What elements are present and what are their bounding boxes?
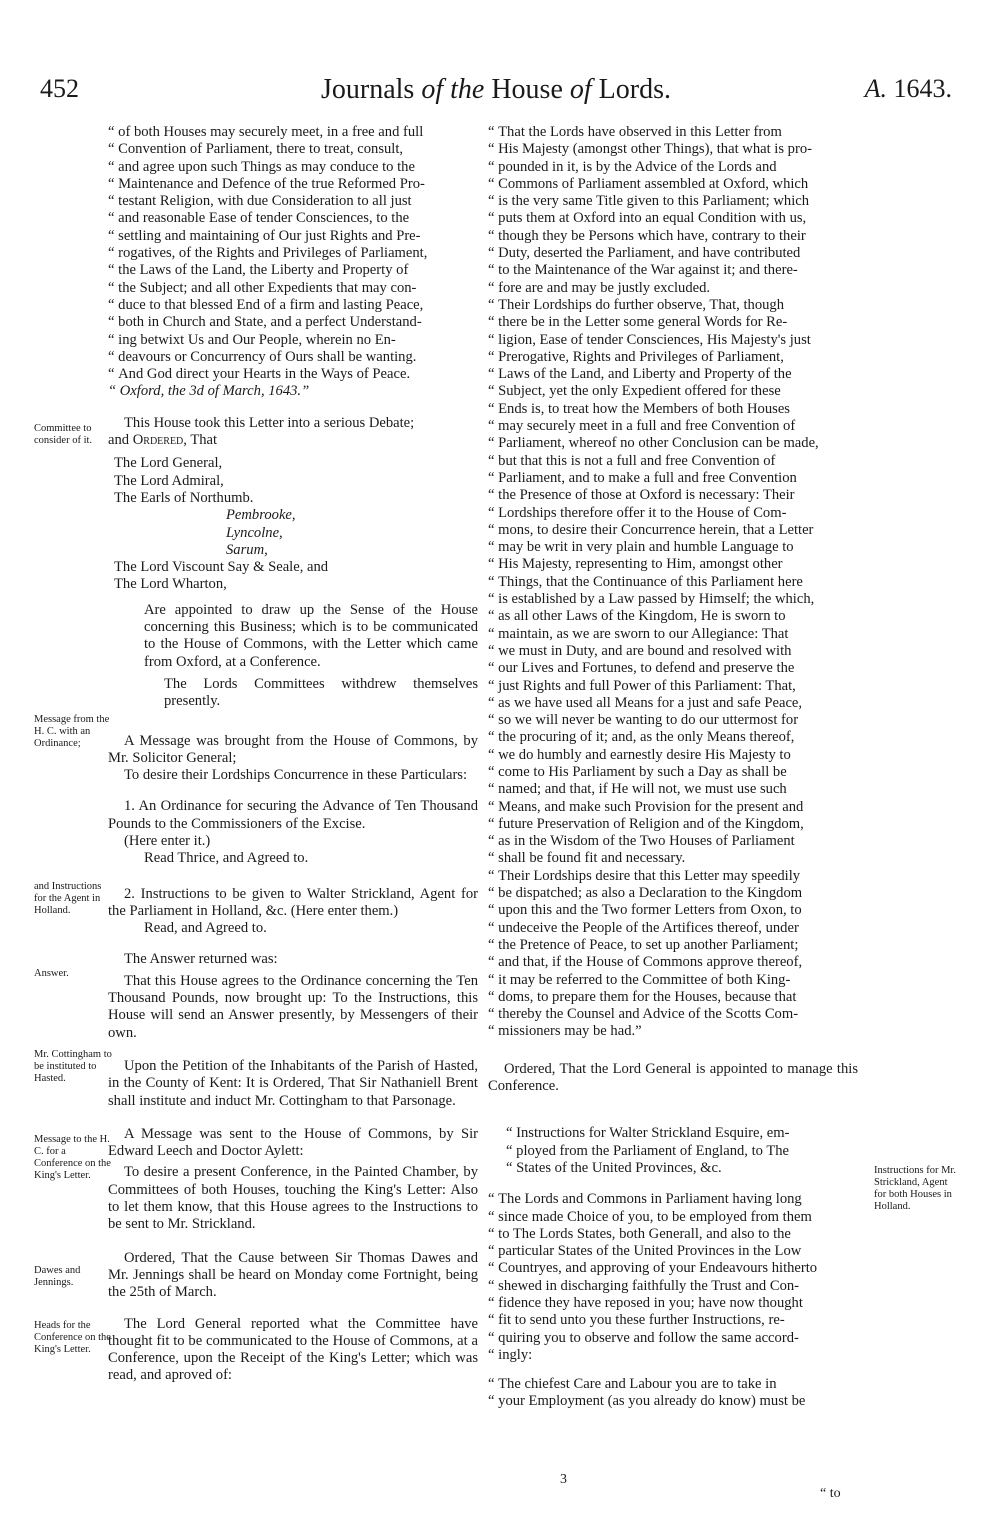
ordered-that: and Ordered, That [108, 432, 218, 449]
left-column: “ of both Houses may securely meet, in a free and full “ Convention of Parliament, there to treat, consult, “ and agree upon such Things as may conduce to the “ Maintenance and Defence of the true Reformed Pro- “ testant Religion, with due Consideration to all just “ and reasonable Ease of tender Consciences, to the “ settling and maintaining of Our just Rights and Pre- “ rogatives, of the Rights and Privileges of Parliament, “ the Laws of the Land, the Liberty and Property of “ the Subject; and all other Expedients that may con- “ duce to that blessed End of a firm and lasting Peace, “ both in Church and State, and a perfect Understand- “ ing betwixt Us and Our People, wherein no En- “ deavours or Concurrency of Ours shall be wanting. “ And God direct your Hearts in the Ways of Peace. “ Oxford, the 3d of March, 1643.” This House took this Letter into a serious Debate; and Ordered, That The Lord General, The Lord Admiral, The Earls of Northumb. Pembrooke, Lyncolne, Sarum, The Lord Viscount Say & Seale, and The Lord Wharton, Are appointed to draw up the Sense of the House concerning this Business; which is to be communicated to the House of Commons, with the Letter which came from Oxford, at a Conference. The Lords Committees withdrew themselves presently. A Message was brought from the House of Commons, by Mr. Solicitor General; To desire their Lordships Concurrence in these Particulars: 1. An Ordinance for securing the Advance of Ten Thousand Pounds to the Commissioners of the Excise. (Here enter it.) Read Thrice, and Agreed to. 2. Instructions to be given to Walter Strickland, Agent for the Parliament in Holland, &c. (Here enter them.) Read, and Agreed to. The Answer returned was: That this House agrees to the Ordinance concerning the Ten Thousand Pounds, now brought up: To the Instructions, this House will send an Answer presently, by Messengers of their own. Upon the Petition of the Inhabitants of the Parish of Hasted, in the County of Kent: It is Ordered, That Sir Nathaniell Brent shall institute and induct Mr. Cottingham to that Parsonage. A Message was sent to the House of Commons, by Sir Edward Leech and Doctor Aylett: To desire a present Conference, in the Painted Chamber, by Committees of both Houses, touching the King's Letter: Also to let them know, that this House agrees to the Instructions to be sent to Mr. Strickland. Ordered, That the Cause between Sir Thomas Dawes and Mr. Jennings shall be heard on Monday come Fortnight, being the 25th of March. The Lord General reported what the Committee have thought fit to be communicated to the House of Commons, at a Conference, upon the Receipt of the King's Letter; which was read, and aproved of: [108, 124, 478, 1385]
answer-intro: The Answer returned was: [124, 951, 278, 968]
instructions-title: “ Instructions for Walter Strickland Esquire, em- “ ployed from the Parliament of England, to The “ States of the United Provinces, &c. [488, 1125, 858, 1177]
chiefest-care-paragraph: “ The chiefest Care and Labour you are to take in “ your Employment (as you already do know) must be [488, 1376, 858, 1411]
petition-text: Upon the Petition of the Inhabitants of the Parish of Hasted, in the County of Kent: It is Ordered, That Sir Nathaniell Brent shall institute and induct Mr. Cottingham to that Parsonage. [108, 1057, 478, 1109]
further-observe-paragraph: “ Their Lordships do further observe, That, though “ there be in the Letter some general Words for Re- “ ligion, Ease of tender Consciences, His Majesty's just “ Prerogative, Rights and Privileges of Parliament, “ Laws of the Land, and Liberty and Property of the “ Subject, yet the only Expedient offered for these “ Ends is, to treat how the Members of both Houses “ may securely meet in a full and free Convention of “ Parliament, whereof no other Conclusion can be made, “ but that this is not a full and free Convention of “ Parliament, and to make a full and free Convention “ the Presence of those at Oxford is necessary: Their “ Lordships therefore offer it to the House of Com- “ mons, to desire their Concurrence herein, that a Letter “ may be writ in very plain and humble Language to “ His Majesty, representing to Him, amongst other “ Things, that the Continuance of this Parliament here “ is established by a Law passed by Himself; the which, “ as all other Laws of the Kingdom, He is sworn to “ maintain, as we are sworn to our Allegiance: That “ we must in Duty, and are bound and resolved with “ our Lives and Fortunes, to defend and preserve the “ just Rights and full Power of this Parliament: That, “ as we have used all Means for a just and safe Peace, “ so we will never be wanting to do our uttermost for “ the procuring of it; and, as the only Means thereof, “ we do humbly and earnestly desire His Majesty to “ come to His Parliament by such a Day as shall be “ named; and that, if He will not, we must use such “ Means, and make such Provision for the present and “ future Preservation of Religion and of the Kingdom, “ as in the Wisdom of the Two Houses of Parliament “ shall be found fit and necessary. [488, 297, 858, 868]
right-column [488, 124, 858, 1411]
margin-note-answer: Answer. [34, 968, 69, 979]
item-ordinance: 1. An Ordinance for securing the Advance of Ten Thousand Pounds to the Commissioners of the Excise. [108, 798, 478, 832]
ordered-general-text: Ordered, That the Lord General is appointed to manage this Conference. [488, 1060, 858, 1095]
margin-note-cottingham: Mr. Cottingham to be instituted to Hasted. [34, 1049, 112, 1084]
answer-text: That this House agrees to the Ordinance concerning the Ten Thousand Pounds, now brought up: To the Instructions, this House will send an Answer presently, by Messengers of their own. [108, 972, 478, 1041]
signature-mark: 3 [560, 1472, 567, 1487]
item-instructions: 2. Instructions to be given to Walter Strickland, Agent for the Parliament in Holland, &c. (Here enter them.) [108, 885, 478, 919]
committee-list: The Lord General, The Lord Admiral, The Earls of Northumb. Pembrooke, Lyncolne, Sarum, The Lord Viscount Say & Seale, and The Lord Wharton, [114, 455, 329, 593]
message-ordinance-text: A Message was brought from the House of Commons, by Mr. Solicitor General; [108, 732, 478, 766]
margin-note-strickland: Instructions for Mr. Strickland, Agent for both Houses in Holland. [874, 1165, 956, 1212]
header-year: A. 1643. [864, 74, 952, 103]
margin-note-dawes: Dawes and Jennings. [34, 1265, 81, 1288]
withdrew-text: The Lords Committees withdrew themselves presently. [164, 675, 478, 710]
page-header [40, 74, 952, 114]
catchword: “ to [820, 1486, 841, 1501]
page-number: 452 [40, 74, 79, 103]
report-text: The Lord General reported what the Committee have thought fit to be communicated to the House of Commons, at a Conference, upon the Receipt of the King's Letter; which was read, and aproved of: [108, 1315, 478, 1384]
margin-note-instructions-agent: and Instructions for the Agent in Holland. [34, 881, 102, 916]
lordships-desire-paragraph: “ Their Lordships desire that this Letter may speedily “ be dispatched; as also a Declaration to the Kingdom “ upon this and the Two former Letters from Oxon, to “ undeceive the People of the Artifices thereof, under “ the Pretence of Peace, to set up another Parliament; “ and that, if the House of Commons approve thereof, “ it may be referred to the Committee of both King- “ doms, to prepare them for the Houses, because that “ thereby the Counsel and Advice of the Scotts Com- “ missioners may be had.” [488, 868, 858, 1041]
margin-note-conference: Message to the H. C. for a Conference on the King's Letter. [34, 1134, 111, 1181]
margin-note-message-ordinance: Message from the H. C. with an Ordinance; [34, 714, 110, 749]
debate-text: This House took this Letter into a serious Debate; [124, 414, 415, 431]
desire-text: To desire their Lordships Concurrence in these Particulars: [124, 767, 468, 784]
running-head: Journals of the House of Lords. [321, 74, 671, 105]
appointed-text: Are appointed to draw up the Sense of the House concerning this Business; which is to be communicated to the House of Commons, with the Letter which came from Oxford, at a Conference. [144, 601, 478, 670]
lords-observe-paragraph: “ That the Lords have observed in this Letter from “ His Majesty (amongst other Things), that what is pro- “ pounded in it, is by the Advice of the Lords and “ Commons of Parliament assembled at Oxford, which “ is the very same Title given to this Parliament; which “ puts them at Oxford into an equal Condition with us, “ though they be Persons which have, contrary to their “ Duty, deserted the Parliament, and have contributed “ to the Maintenance of the War against it; and there- “ fore are and may be justly excluded. [488, 124, 858, 297]
margin-note-committee: Committee to consider of it. [34, 423, 93, 446]
message-conference-text: A Message was sent to the House of Commons, by Sir Edward Leech and Doctor Aylett: [108, 1125, 478, 1160]
dawes-text: Ordered, That the Cause between Sir Thomas Dawes and Mr. Jennings shall be heard on Monday come Fortnight, being the 25th of March. [108, 1249, 478, 1301]
instructions-paragraph: “ The Lords and Commons in Parliament having long “ since made Choice of you, to be employed from them “ to The Lords States, both Generall, and also to the “ particular States of the United Provinces in the Low “ Countryes, and approving of your Endeavours hitherto “ shewed in discharging faithfully the Trust and Con- “ fidence they have reposed in you; have now thought “ fit to send unto you these further Instructions, re- “ quiring you to observe and follow the same accord- “ ingly: [488, 1191, 858, 1364]
margin-note-heads: Heads for the Conference on the King's Letter. [34, 1320, 111, 1355]
conference-text: To desire a present Conference, in the Painted Chamber, by Committees of both Houses, touching the King's Letter: Also to let them know, that this House agrees to the Instructions to be sent to Mr. Strickland. [108, 1164, 478, 1233]
